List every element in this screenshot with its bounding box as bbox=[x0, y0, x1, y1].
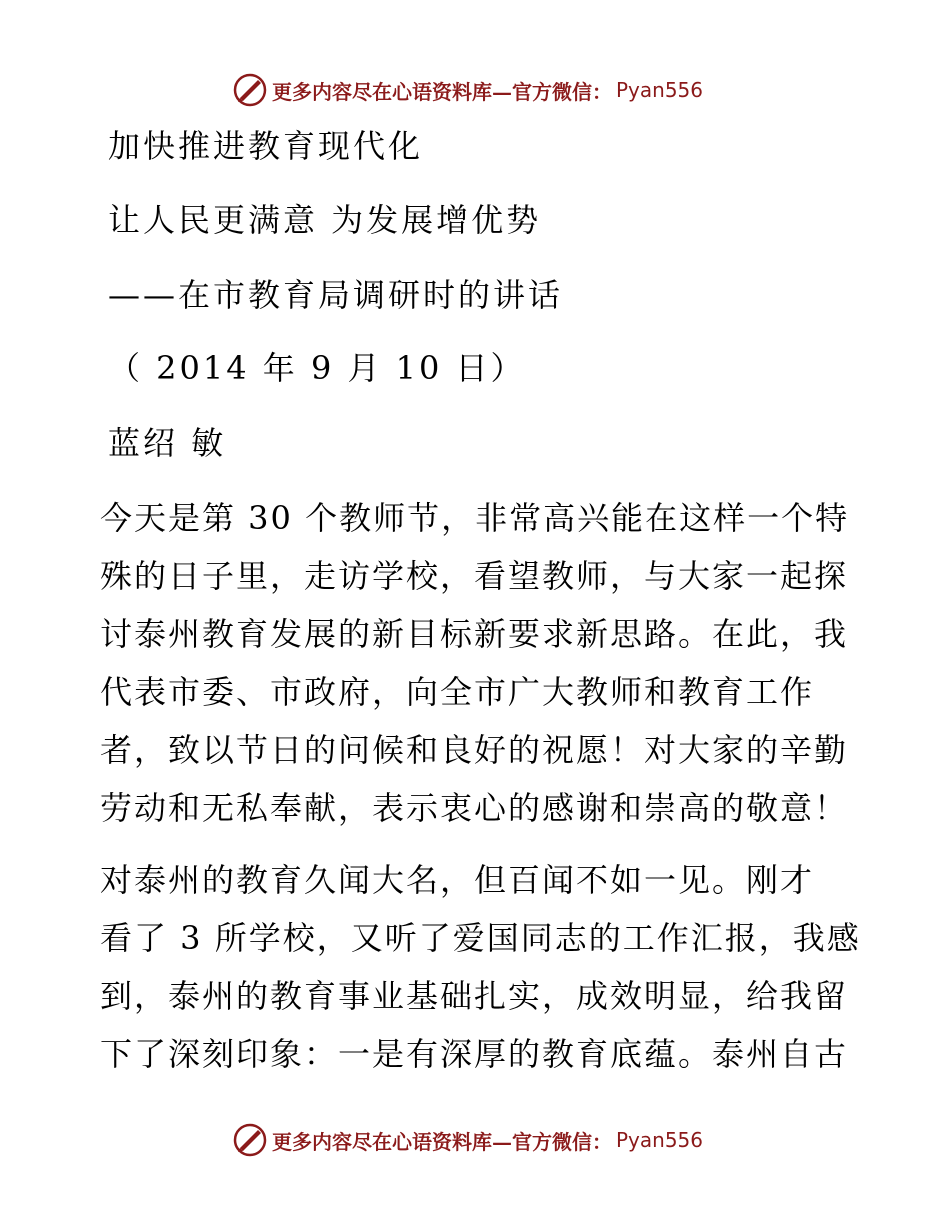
pen-logo-icon bbox=[232, 1122, 268, 1158]
subtitle: ——在市教育局调研时的讲话 bbox=[108, 276, 564, 314]
date-line: （ 2014 年 9 月 10 日） bbox=[108, 349, 526, 387]
watermark-handle: Pyan556 bbox=[616, 1128, 704, 1152]
paragraph-2-line: 到，泰州的教育事业基础扎实，成效明显，给我留 bbox=[100, 977, 849, 1015]
pen-logo-icon bbox=[232, 72, 268, 108]
paragraph-1-line: 代表市委、市政府，向全市广大教师和教育工作 bbox=[100, 673, 815, 711]
footer-watermark bbox=[232, 1120, 703, 1160]
watermark-handle: Pyan556 bbox=[616, 78, 704, 102]
paragraph-2-line: 对泰州的教育久闻大名，但百闻不如一见。刚才 bbox=[100, 861, 815, 899]
header-watermark bbox=[232, 70, 703, 110]
paragraph-1-line: 劳动和无私奉献，表示衷心的感谢和崇高的敬意！ bbox=[100, 789, 849, 827]
watermark-text: 更多内容尽在心语资料库—官方微信： bbox=[272, 1129, 612, 1154]
paragraph-1-line: 讨泰州教育发展的新目标新要求新思路。在此，我 bbox=[100, 615, 849, 653]
watermark-text: 更多内容尽在心语资料库—官方微信： bbox=[272, 79, 612, 104]
paragraph-1-line: 今天是第 30 个教师节，非常高兴能在这样一个特 bbox=[100, 499, 850, 537]
paragraph-2-line: 看了 3 所学校，又听了爱国同志的工作汇报，我感 bbox=[100, 919, 861, 957]
paragraph-1-line: 者，致以节日的问候和良好的祝愿！对大家的辛勤 bbox=[100, 731, 849, 769]
title-line-2: 让人民更满意 为发展增优势 bbox=[108, 201, 542, 239]
title-line-1: 加快推进教育现代化 bbox=[108, 127, 424, 165]
paragraph-2-line: 下了深刻印象：一是有深厚的教育底蕴。泰州自古 bbox=[100, 1035, 849, 1073]
paragraph-1-line: 殊的日子里，走访学校，看望教师，与大家一起探 bbox=[100, 557, 849, 595]
author-name: 蓝绍 敏 bbox=[108, 424, 227, 462]
